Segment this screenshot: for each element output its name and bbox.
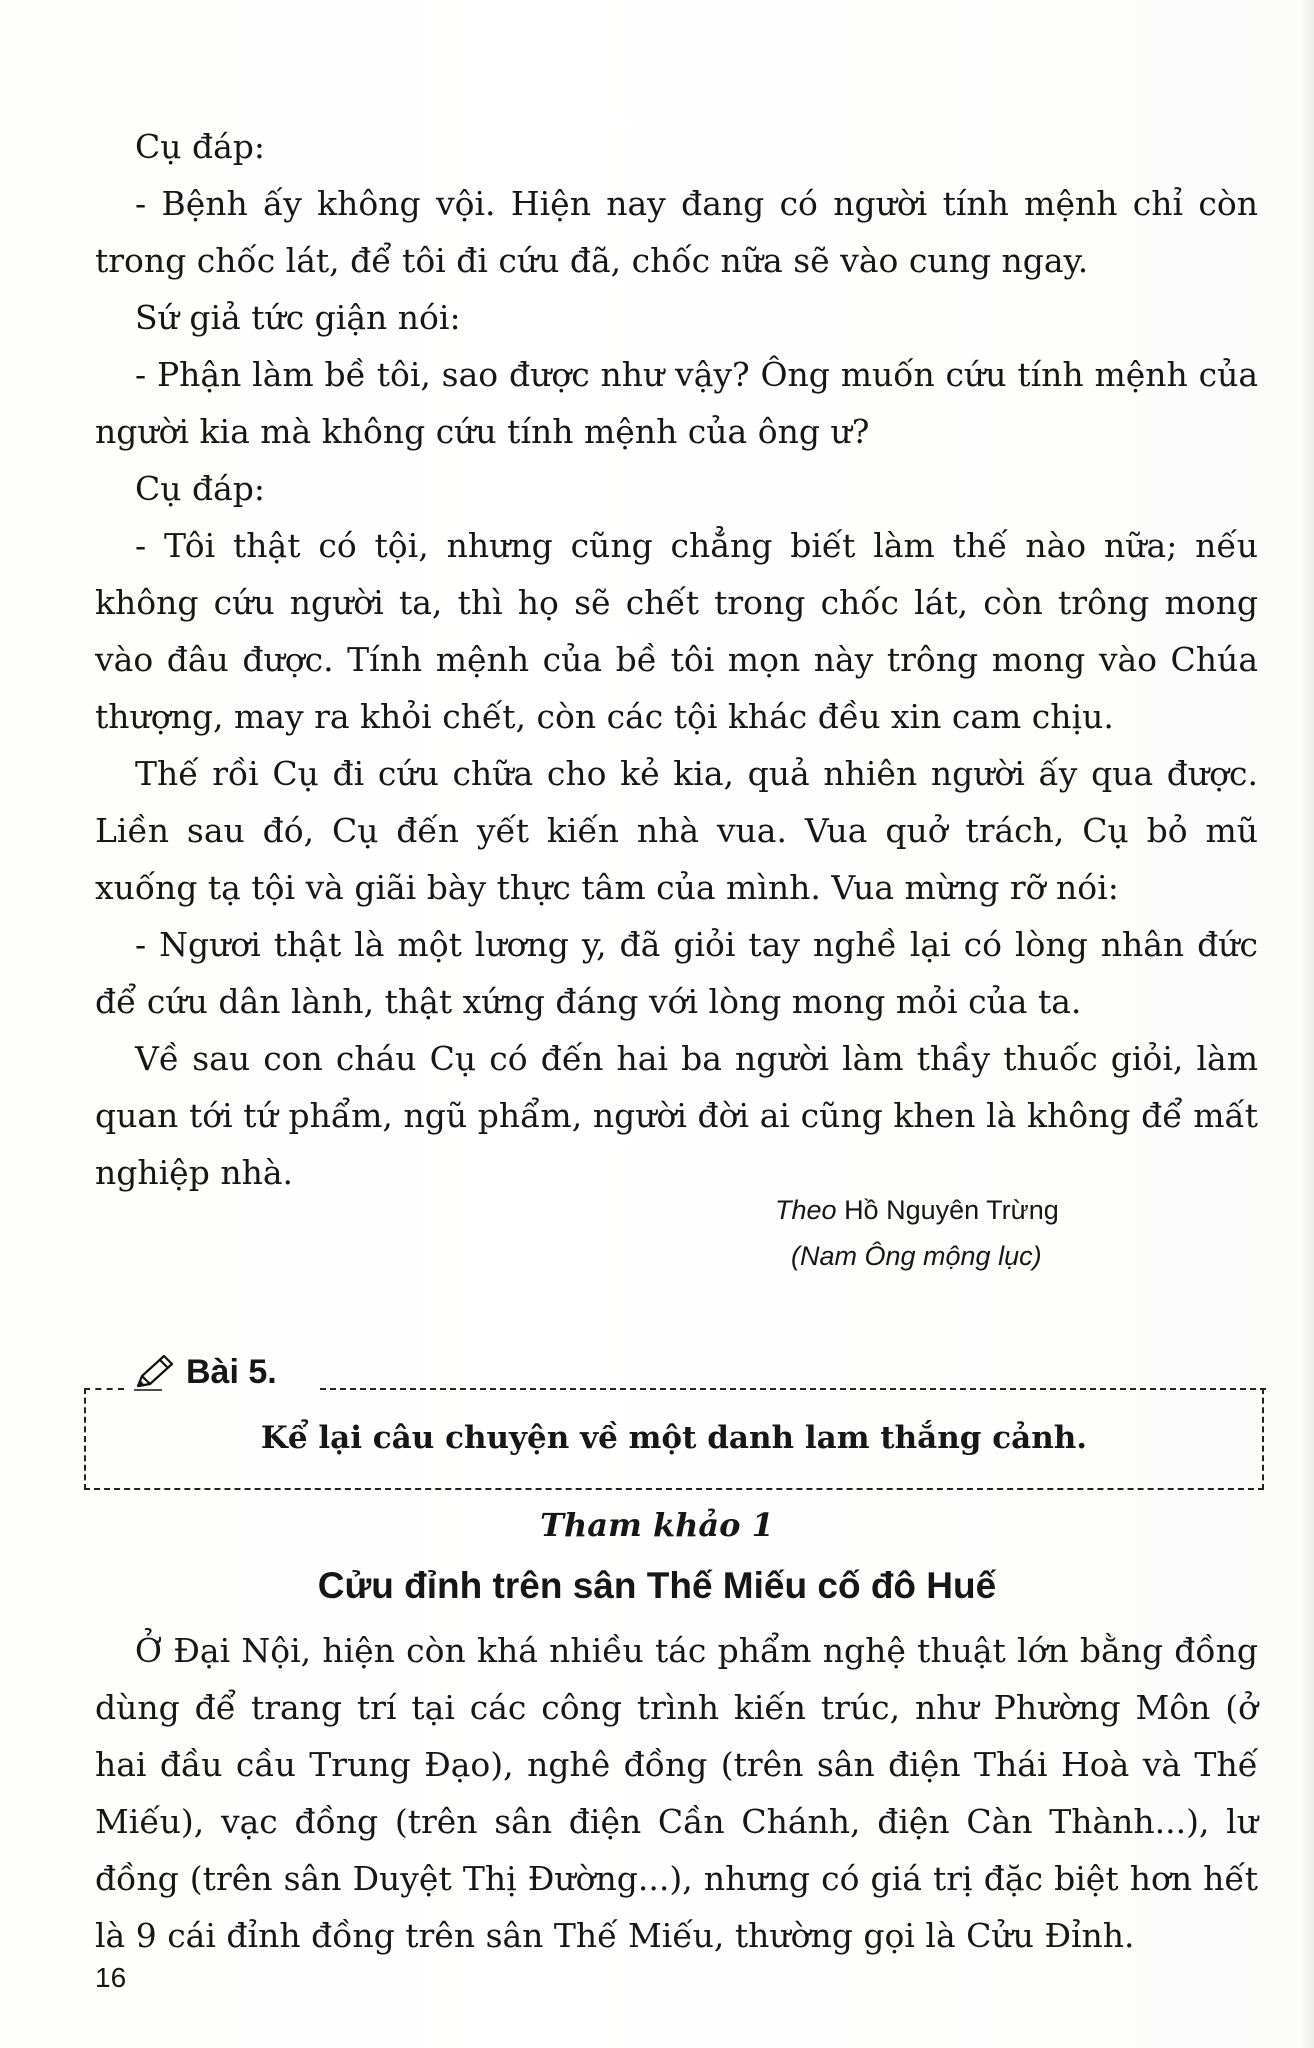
page-gutter-shadow <box>1300 0 1314 2048</box>
exercise-title: Bài 5. <box>186 1353 277 1391</box>
source-prefix: Theo <box>775 1195 837 1225</box>
source-author-line <box>775 1187 1059 1233</box>
source-work: (Nam Ông mộng lục) <box>791 1241 1042 1271</box>
paragraph: - Phận làm bề tôi, sao được như vậy? Ông muốn cứu tính mệnh của người kia mà không cứu tính mệnh của ông ư? <box>95 355 1258 451</box>
paragraph: - Ngươi thật là một lương y, đã giỏi tay nghề lại có lòng nhân đức để cứu dân lành, thật xứng đáng với lòng mong mỏi của ta. <box>95 925 1258 1021</box>
source-author: Hồ Nguyên Trừng <box>844 1195 1059 1225</box>
paragraph: Về sau con cháu Cụ có đến hai ba người làm thầy thuốc giỏi, làm quan tới tứ phẩm, ngũ phẩm, người đời ai cũng khen là không để mất nghiệp nhà. <box>95 1039 1258 1192</box>
reference-passage <box>95 1622 1258 1964</box>
page-number: 16 <box>95 1962 127 1993</box>
paragraph: Ở Đại Nội, hiện còn khá nhiều tác phẩm nghệ thuật lớn bằng đồng dùng để trang trí tại các công trình kiến trúc, như Phường Môn (ở hai đầu cầu Trung Đạo), nghê đồng (trên sân điện Thái Hoà và Thế Miếu), vạc đồng (trên sân điện Cần Chánh, điện Càn Thành...), lư đồng (trên sân Duyệt Thị Đường...), nhưng có giá trị đặc biệt hơn hết là 9 cái đỉnh đồng trên sân Thế Miếu, thường gọi là Cửu Đỉnh. <box>95 1631 1258 1955</box>
reference-title: Cửu đỉnh trên sân Thế Miếu cố đô Huế <box>317 1565 997 1606</box>
reference-label: Tham khảo 1 <box>540 1506 774 1544</box>
pencil-icon <box>132 1352 176 1392</box>
paragraph: Cụ đáp: <box>135 127 266 166</box>
paragraph: Sứ giả tức giận nói: <box>135 298 461 337</box>
exercise-box <box>84 1388 1264 1490</box>
paragraph: Cụ đáp: <box>135 469 266 508</box>
exercise-prompt: Kể lại câu chuyện về một danh lam thắng cảnh. <box>260 1420 1088 1456</box>
paragraph: - Bệnh ấy không vội. Hiện nay đang có người tính mệnh chỉ còn trong chốc lát, để tôi đi cứu đã, chốc nữa sẽ vào cung ngay. <box>95 184 1258 280</box>
paragraph: - Tôi thật có tội, nhưng cũng chẳng biết làm thế nào nữa; nếu không cứu người ta, thì họ sẽ chết trong chốc lát, còn trông mong vào đâu được. Tính mệnh của bề tôi mọn này trông mong vào Chúa thượng, may ra khỏi chết, còn các tội khác đều xin cam chịu. <box>95 526 1258 736</box>
source-citation <box>775 1187 1059 1279</box>
story-passage <box>95 118 1258 1201</box>
paragraph: Thế rồi Cụ đi cứu chữa cho kẻ kia, quả nhiên người ấy qua được. Liền sau đó, Cụ đến yết kiến nhà vua. Vua quở trách, Cụ bỏ mũ xuống tạ tội và giãi bày thực tâm của mình. Vua mừng rỡ nói: <box>95 754 1258 907</box>
